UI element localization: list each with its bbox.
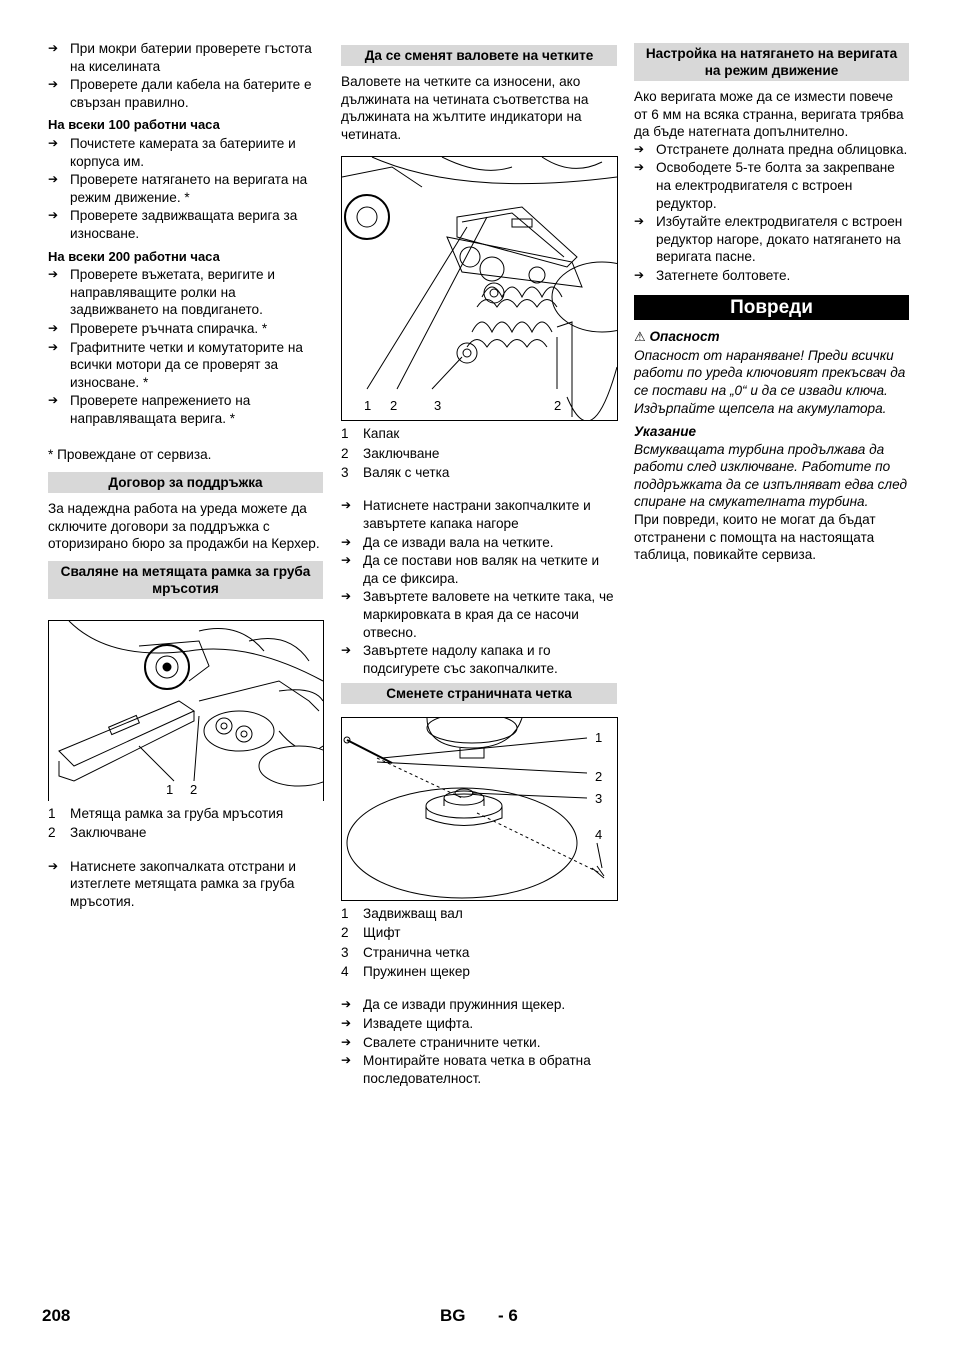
section-number: - 6 [498,1306,518,1325]
list-item: ➔ Монтирайте новата четка в обратна последователност. [341,1052,617,1087]
legend-number: 3 [341,464,349,480]
legend-text: Валяк с четка [363,464,450,480]
legend-number: 4 [341,963,349,979]
chain-tension-intro: Ако веригата може да се измести повече от 6 мм на всяка странна, веригата трябва да бъде натегната допълнително. [634,89,904,140]
section-title-faults: Повреди [634,295,909,321]
list-item: ➔ Завъртете надолу капака и го подсигурете със закопчалките. [341,642,617,677]
service-text: При повреди, които не могат да бъдат отстранени с помощта на настоящата таблица, повикайте сервиза. [634,512,876,563]
figure-label: 2 [190,781,198,797]
legend-side-brush [341,905,617,980]
column-right [634,40,909,564]
list-item: ➔ Проверете натягането на веригата на режим движение. * [48,171,323,206]
list-item: ➔ Графитните четки и комутаторите на всички мотори да се проверят за износване. * [48,339,323,392]
list-item: ➔ Затегнете болтовете. [634,267,909,285]
legend-number: 3 [341,944,349,960]
legend-text: Заключване [363,445,440,461]
column-middle [341,40,617,1088]
list-item: ➔ Проверете задвижващата верига за износване. [48,207,323,242]
list-item: ➔ Натиснете настрани закопчалките и завъртете капака нагоре [341,497,617,532]
warning-triangle-icon: ⚠ [634,330,646,346]
list-item: ➔ Да се постави нов валяк на четките и да се фиксира. [341,552,617,587]
figure-label: 1 [595,730,603,746]
figure-label: 2 [595,769,603,785]
note-heading: Указание [634,424,697,440]
list-item: ➔ Освободете 5-те болта за закрепване на електродвигателя с встроен редуктор. [634,159,909,212]
list-item: ➔ Избутайте електродвигателя с встроен редуктор нагоре, докато натягането на веригата пасне. [634,213,909,266]
legend-number: 2 [341,925,349,941]
section-title-maintenance-contract: Договор за поддръжка [48,472,323,493]
figure-side-brush [341,717,618,901]
danger-heading [634,328,909,347]
list-item: ➔ Отстранете долната предна облицовка. [634,141,909,159]
section-title-chain-tension: Настройка на натягането на веригата на режим движение [634,43,909,81]
list-item: ➔ Проверете напрежението на направляващата верига. * [48,392,323,427]
legend-brush-rollers [341,425,617,481]
sweep-frame-illustration [49,621,323,801]
figure-label: 2 [554,398,562,414]
legend-text: Пружинен щекер [363,963,470,979]
list-item: ➔ Извадете щифта. [341,1015,617,1033]
list-item: ➔ Почистете камерата за батериите и корпуса им. [48,135,323,170]
note-text: Всмукващата турбина продължава да работи след изключване. Работите по поддръжката да се изпълняват едва след спиране на смукателната турбина. [634,441,908,510]
danger-text: Опасност от нараняване! Преди всички работи по уреда ключовият прекъсвач да се постави на „0“ и да се извади ключа. Издърпайте щепсела на акумулатора. [634,347,906,416]
figure-label: 2 [390,398,398,414]
subheading-200h: На всеки 200 работни часа [48,248,220,264]
figure-sweep-frame [48,620,324,801]
list-item: ➔ Да се извади пружинния щекер. [341,996,617,1014]
footnote: * Провеждане от сервиза. [48,447,212,463]
maintenance-text: За надеждна работа на уреда можете да сключите договори за поддръжка с оторизирано бюро за продажби на Керхер. [48,501,320,552]
legend-number: 2 [48,825,56,841]
legend-number: 1 [341,426,349,442]
brush-rollers-intro: Валовете на четките са износени, ако дължината на четината съответства на дължината на жълтите индикатори на четината. [341,74,589,142]
language-code: BG [440,1306,466,1325]
legend-sweep-frame [48,805,323,842]
list-item: ➔ Натиснете закопчалката отстрани и изтеглете метящата рамка за груба мръсотия. [48,858,323,911]
figure-label: 4 [595,827,603,843]
side-brush-illustration [342,718,617,900]
legend-text: Щифт [363,925,401,941]
section-title-brush-rollers: Да се сменят валовете на четките [341,45,617,66]
figure-label: 1 [166,781,174,797]
legend-text: Странична четка [363,944,470,960]
legend-text: Заключване [70,825,147,841]
list-item: ➔ При мокри батерии проверете гъстота на киселината [48,40,323,75]
list-item: ➔ Свалете страничните четки. [341,1034,617,1052]
legend-text: Задвижващ вал [363,906,463,922]
brush-rollers-illustration [342,157,617,420]
list-item: ➔ Да се извади вала на четките. [341,534,617,552]
danger-heading-text: Опасност [649,329,720,345]
figure-brush-rollers [341,156,618,421]
figure-label: 1 [364,398,372,414]
column-left [48,40,323,911]
page-number: 208 [42,1306,71,1325]
list-item: ➔ Проверете ръчната спирачка. * [48,320,323,338]
subheading-100h: На всеки 100 работни часа [48,117,220,133]
list-item: ➔ Проверете дали кабела на батерите е свързан правилно. [48,76,323,111]
list-item: ➔ Проверете въжетата, веригите и направляващите ролки на задвижването на повдигането. [48,266,323,319]
legend-text: Метяща рамка за груба мръсотия [70,805,284,821]
section-title-sweep-frame: Сваляне на метящата рамка за груба мръсотия [48,561,323,599]
list-item: ➔ Завъртете валовете на четките така, че маркировката в края да се насочи отвесно. [341,588,617,641]
figure-label: 3 [434,398,442,414]
legend-number: 2 [341,445,349,461]
legend-number: 1 [341,906,349,922]
legend-text: Капак [363,426,400,442]
figure-label: 3 [595,791,603,807]
section-title-side-brush: Сменете страничната четка [341,683,617,704]
legend-number: 1 [48,805,56,821]
